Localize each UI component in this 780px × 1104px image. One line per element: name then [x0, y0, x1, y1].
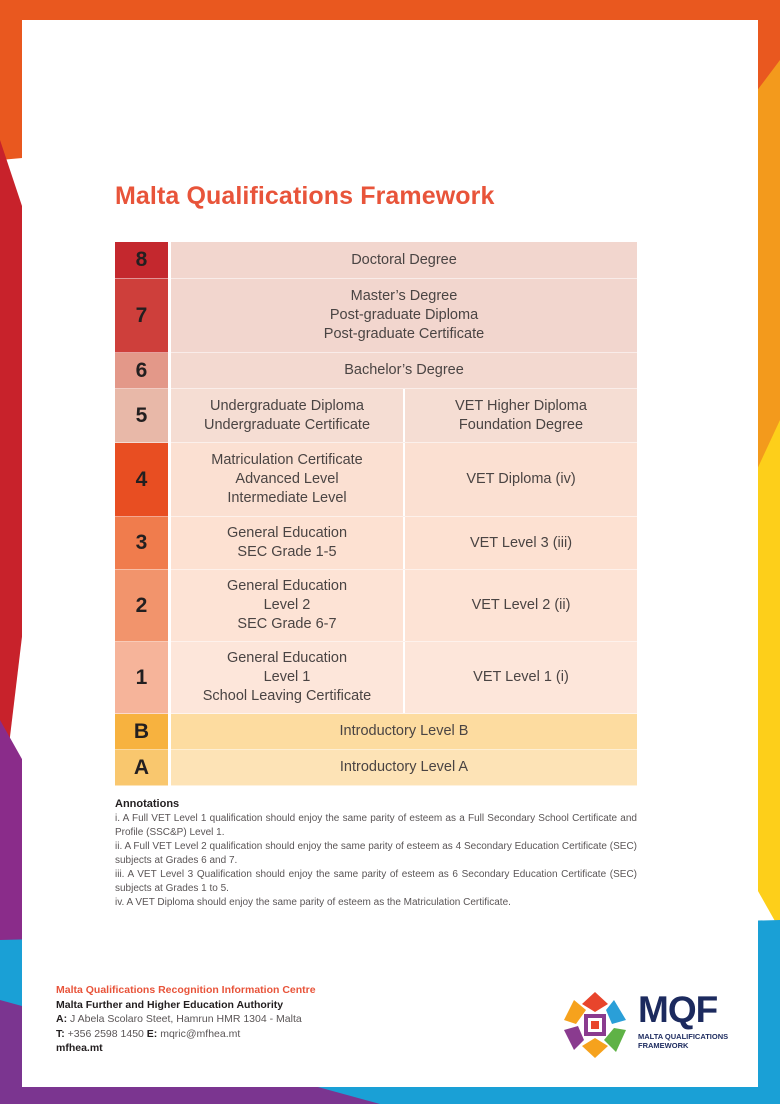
- level-badge: 3: [115, 517, 168, 570]
- qualification-cell: Introductory Level A: [339, 759, 469, 775]
- address-label: A:: [56, 1013, 68, 1025]
- email-label: E:: [146, 1027, 158, 1040]
- footer-contact-line: [56, 1027, 316, 1042]
- mqf-logo-subtitle: MALTA QUALIFICATIONS FRAMEWORK: [638, 1032, 729, 1050]
- level-badge: 5: [115, 389, 168, 443]
- footer-org-name: Malta Qualifications Recognition Information Centre: [56, 984, 316, 996]
- general-education-cell: General Education SEC Grade 1-5: [171, 517, 405, 569]
- table-row: [115, 714, 637, 750]
- vet-cell: VET Level 1 (i): [473, 669, 569, 685]
- vet-cell: VET Diploma (iv): [466, 471, 576, 487]
- contact-footer: [56, 983, 316, 1056]
- mqf-logo-wordmark: MQF: [638, 989, 718, 1030]
- email-link[interactable]: mqric@mfhea.mt: [160, 1027, 241, 1040]
- table-row: [115, 750, 637, 786]
- table-row: [115, 570, 637, 642]
- table-row: [115, 242, 637, 279]
- phone-label: T:: [56, 1027, 65, 1040]
- qualification-cells: [171, 714, 637, 750]
- vet-cell: VET Higher Diploma Foundation Degree: [455, 397, 587, 433]
- qualification-cells: [171, 353, 637, 389]
- footer-authority-name: Malta Further and Higher Education Authority: [56, 998, 284, 1011]
- level-badge: 7: [115, 279, 168, 353]
- level-badge: B: [115, 714, 168, 750]
- table-row: [115, 353, 637, 389]
- general-education-cell: General Education Level 2 SEC Grade 6-7: [171, 570, 405, 641]
- footer-address: [56, 1012, 316, 1027]
- annotations: [115, 797, 637, 910]
- mqf-logo: [560, 990, 735, 1060]
- vet-cell: VET Level 2 (ii): [471, 597, 571, 613]
- level-badge: 1: [115, 642, 168, 714]
- annotations-title: Annotations: [115, 798, 180, 810]
- annotation-item: ii. A Full VET Level 2 qualification should enjoy the same parity of esteem as 4 Secondary Education Certificate (SEC) subjects at Grades 6 and 7.: [115, 841, 637, 866]
- level-badge: A: [115, 750, 168, 786]
- qualification-cells: [171, 279, 637, 353]
- table-row: [115, 279, 637, 353]
- general-education-cell: General Education Level 1 School Leaving Certificate: [171, 642, 405, 713]
- qualification-cells: [171, 517, 637, 570]
- qualifications-table: [115, 242, 637, 786]
- qualification-cell: Bachelor’s Degree: [344, 362, 464, 378]
- annotation-item: iii. A VET Level 3 Qualification should enjoy the same parity of esteem as 6 Secondary Education Certificate (SEC) subjects at Grades 1 to 5.: [115, 869, 637, 894]
- level-badge: 8: [115, 242, 168, 279]
- table-row: [115, 389, 637, 443]
- level-badge: 4: [115, 443, 168, 517]
- qualification-cell: Doctoral Degree: [351, 251, 457, 268]
- page-title: Malta Qualifications Framework: [115, 182, 495, 210]
- phone-value: +356 2598 1450: [67, 1027, 144, 1040]
- address-value: J Abela Scolaro Steet, Hamrun HMR 1304 - Malta: [70, 1013, 302, 1025]
- table-row: [115, 642, 637, 714]
- qualification-cells: [171, 242, 637, 279]
- level-badge: 6: [115, 353, 168, 389]
- general-education-cell: Matriculation Certificate Advanced Level Intermediate Level: [171, 443, 405, 516]
- qualification-cells: [171, 389, 637, 443]
- website-link[interactable]: mfhea.mt: [56, 1042, 103, 1054]
- qualification-cell: Master’s Degree Post-graduate Diploma Post-graduate Certificate: [323, 288, 485, 342]
- mqf-logo-mark-icon: [560, 990, 630, 1060]
- table-row: [115, 443, 637, 517]
- annotation-item: iv. A VET Diploma should enjoy the same parity of esteem as the Matriculation Certificate.: [115, 897, 511, 908]
- qualification-cells: [171, 642, 637, 714]
- level-badge: 2: [115, 570, 168, 642]
- annotation-item: i. A Full VET Level 1 qualification should enjoy the same parity of esteem as a Full Secondary School Certificate and Profile (SSC&P) Level 1.: [115, 813, 637, 838]
- qualification-cells: [171, 443, 637, 517]
- qualification-cell: Introductory Level B: [339, 723, 469, 739]
- vet-cell: VET Level 3 (iii): [469, 534, 573, 551]
- qualification-cells: [171, 570, 637, 642]
- table-row: [115, 517, 637, 570]
- general-education-cell: Undergraduate Diploma Undergraduate Certificate: [171, 389, 405, 442]
- qualification-cells: [171, 750, 637, 786]
